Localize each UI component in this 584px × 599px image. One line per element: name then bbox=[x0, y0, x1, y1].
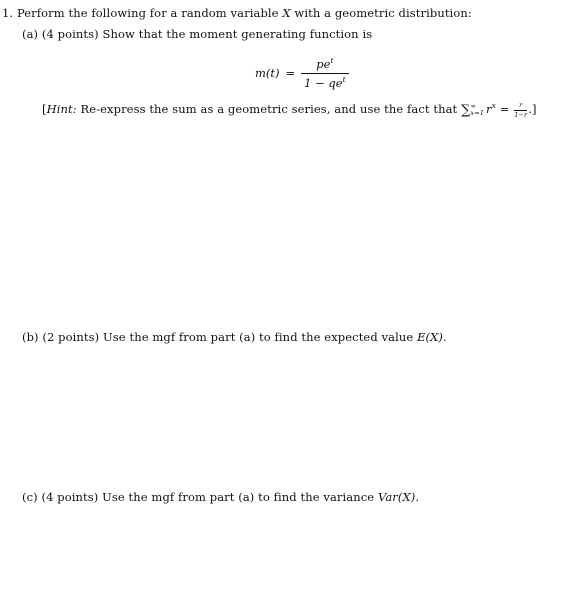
hint-frac-den: 1−r bbox=[514, 110, 528, 119]
hint-text: Re-express the sum as a geometric series, and use the fact that bbox=[80, 102, 458, 116]
mgf-lhs: m(t) bbox=[255, 66, 280, 80]
part-a-text: Show that the moment generating function is bbox=[102, 27, 373, 41]
part-a-points: (4 points) bbox=[41, 27, 99, 41]
variance-expr: Var(X) bbox=[377, 490, 416, 504]
problem-header bbox=[2, 6, 472, 20]
part-b-end: . bbox=[443, 330, 447, 344]
part-c-points: (4 points) bbox=[41, 490, 99, 504]
sum-upper: ∞ bbox=[470, 102, 476, 111]
hint-line bbox=[42, 101, 537, 118]
mgf-fraction bbox=[301, 57, 348, 89]
part-b-label: (b) bbox=[22, 330, 39, 344]
part-b-prompt bbox=[22, 330, 447, 344]
part-c-label: (c) bbox=[22, 490, 38, 504]
mgf-denominator: $1 - qe^t$ bbox=[304, 74, 346, 90]
hint-frac-num: r bbox=[519, 101, 523, 109]
hint-fraction bbox=[514, 102, 527, 118]
mgf-equation bbox=[255, 56, 349, 90]
problem-intro-suffix: with a geometric distribution: bbox=[294, 6, 472, 20]
sum-term: $r^x$ bbox=[486, 101, 496, 116]
problem-intro-prefix: Perform the following for a random variable bbox=[16, 6, 279, 20]
part-c-end: . bbox=[415, 490, 420, 504]
expected-value-expr: E(X) bbox=[417, 330, 444, 344]
hint-open-bracket: [ bbox=[42, 102, 47, 116]
mgf-numerator: $pe^t$ bbox=[316, 56, 334, 71]
part-b-text: Use the mgf from part (a) to find the expected value bbox=[103, 330, 414, 344]
sum-limits bbox=[470, 103, 484, 117]
problem-number: 1. bbox=[2, 6, 14, 20]
part-a-prompt bbox=[22, 27, 372, 41]
hint-equals: = bbox=[499, 102, 510, 116]
sum-symbol: ∑ bbox=[461, 103, 471, 118]
random-variable-x: X bbox=[282, 6, 291, 20]
hint-close: .] bbox=[528, 102, 537, 116]
part-b-points: (2 points) bbox=[42, 330, 100, 344]
hint-label: Hint: bbox=[46, 102, 77, 116]
mgf-equals: = bbox=[285, 66, 296, 80]
part-c-prompt bbox=[22, 490, 419, 504]
part-c-text: Use the mgf from part (a) to find the variance bbox=[102, 490, 375, 504]
sum-lower: x=1 bbox=[470, 109, 485, 117]
part-a-label: (a) bbox=[22, 27, 39, 41]
